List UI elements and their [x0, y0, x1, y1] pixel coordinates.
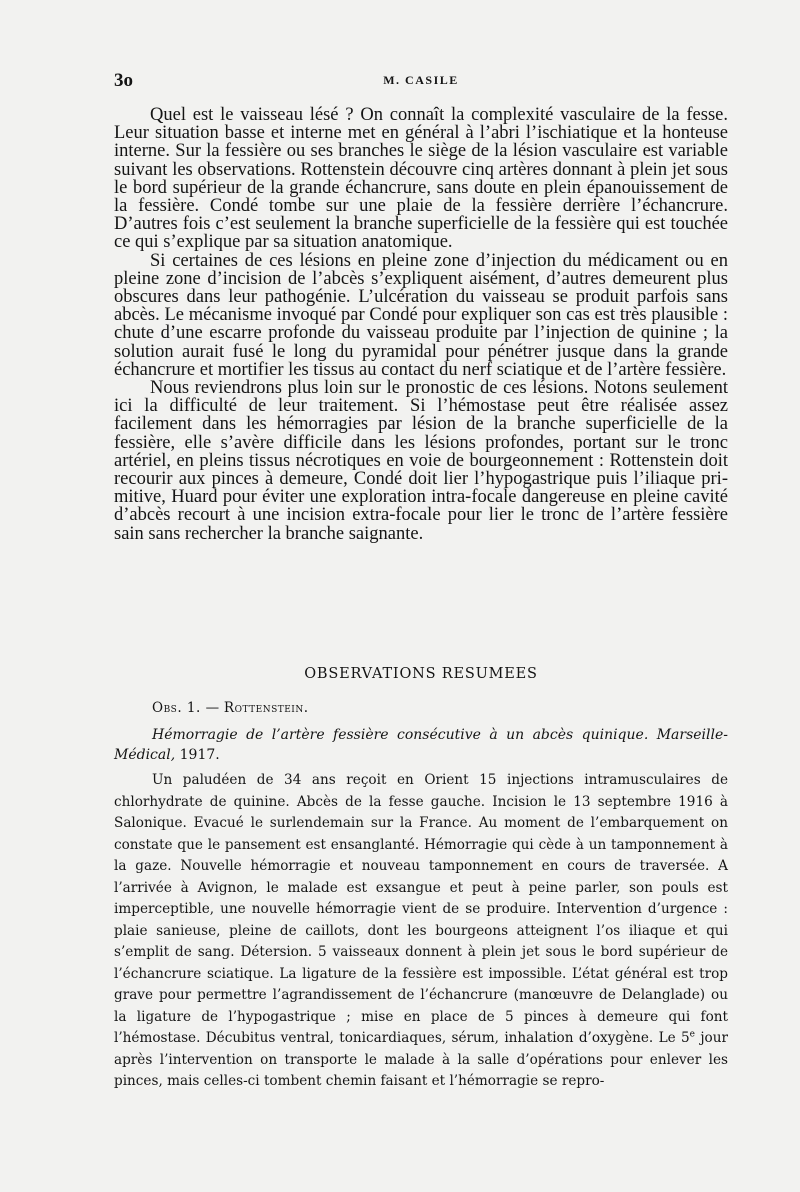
- paragraph: Si certaines de ces lésions en pleine zone d’injection du médicament ou en pleine zone d’incision de l’abcès s’expliquent aisément, d’autres demeurent plus obscures dans leur pathogénie. L’ulcération du vaisseau se produit parfois sans abcès. Le mécanisme invoqué par Condé pour expliquer son cas est très plausible : chute d’une escarre profonde du vaisseau produite par l’injection de quinine ; la solution aurait fusé le long du pyramidal pour pénétrer jusque dans la grande échancrure et mortifier les tissus au contact du nerf sciatique et de l’artère fessière.: [114, 250, 728, 380]
- paragraph: Nous reviendrons plus loin sur le pronostic de ces lésions. Notons seulement ici la difficulté de leur traitement. Si l’hémostase peut être réalisée assez facilement dans les hémorragies par lésion de la branche superficielle de la fessière, elle s’avère difficile dans les lésions profondes, portant sur le tronc artériel, en pleins tissus nécrotiques en voie de bourgeonnement : Rottenstein doit recourir aux pinces à demeure, Condé doit lier l’hypogastrique puis l’iliaque primitive, Huard pour éviter une exploration intra-focale dangereuse en pleine cavité d’abcès recourt à une incision extra-focale pour lier le tronc de l’artère fessière sain sans rechercher la branche saignante.: [114, 378, 728, 544]
- observation-label: Obs. 1. —: [152, 700, 220, 716]
- page-header: [114, 70, 728, 94]
- ordinal-superscript: e: [689, 1029, 695, 1040]
- observation-citation: [114, 726, 728, 765]
- observation-text: [114, 770, 728, 1093]
- main-text: [114, 106, 728, 543]
- observation-author: Rottenstein.: [223, 700, 309, 716]
- observation-heading: [152, 700, 309, 716]
- observation-text-part2: jour après l’intervention on transporte le malade à la salle d’opérations pour enlever les pinces, mais celles-ci tombent chemin faisant et l’hémorragie se repro-: [114, 1030, 728, 1089]
- observation-text-part1: Un paludéen de 34 ans reçoit en Orient 15 injections intramusculaires de chlorhydrate de quinine. Abcès de la fesse gauche. Incision le 13 septembre 1916 à Salonique. Evacué le surlendemain sur la France. Au moment de l’embarquement on constate que le pansement est ensanglanté. Hémorragie qui cède à un tamponnement à la gaze. Nouvelle hémorragie et nouveau tamponnement en cours de traversée. A l’arrivée à Avignon, le malade est exsangue et peut à peine parler, son pouls est imperceptible, une nouvelle hémorragie vient de se produire. Intervention d’urgence : plaie sanieuse, pleine de caillots, dont les bourgeons atteignent l’os iliaque et qui s’emplit de sang. Détersion. 5 vaisseaux donnent à plein jet sous le bord supérieur de l’échancrure sciatique. La ligature de la fessière est impossible. L’état général est trop grave pour permettre l’agrandissement de l’échancrure (manœuvre de Delanglade) ou la ligature de l’hypogastrique ; mise en place de 5 pinces à demeure qui font l’hémostase. Décubitus ventral, tonicardiaques, sérum, inhalation d’oxygène. Le 5: [114, 772, 728, 1046]
- running-head: M. CASILE: [383, 73, 459, 87]
- page-number: 3o: [114, 70, 133, 91]
- citation-year: 1917.: [179, 746, 220, 763]
- paragraph: Quel est le vaisseau lésé ? On connaît la complexité vasculaire de la fesse. Leur situation basse et interne met en général à l’abri l’ischiatique et la honteuse interne. Sur la fessière ou ses branches le siège de la lésion vasculaire est variable suivant les observations. Rottenstein découvre cinq artères donnant à plein jet sous le bord supérieur de la grande échancrure, sans doute en plein épanouissement de la fessière. Condé tombe sur une plaie de la fessière derrière l’échancrure. D’autres fois c’est seulement la branche superficielle de la fessière qui est touchée ce qui s’explique par sa situation anatomique.: [114, 105, 728, 253]
- section-title: OBSERVATIONS RESUMEES: [304, 666, 538, 682]
- citation-title: Hémorragie de l’artère fessière consécutive à un abcès quinique. Marseille-Médical,: [114, 727, 728, 763]
